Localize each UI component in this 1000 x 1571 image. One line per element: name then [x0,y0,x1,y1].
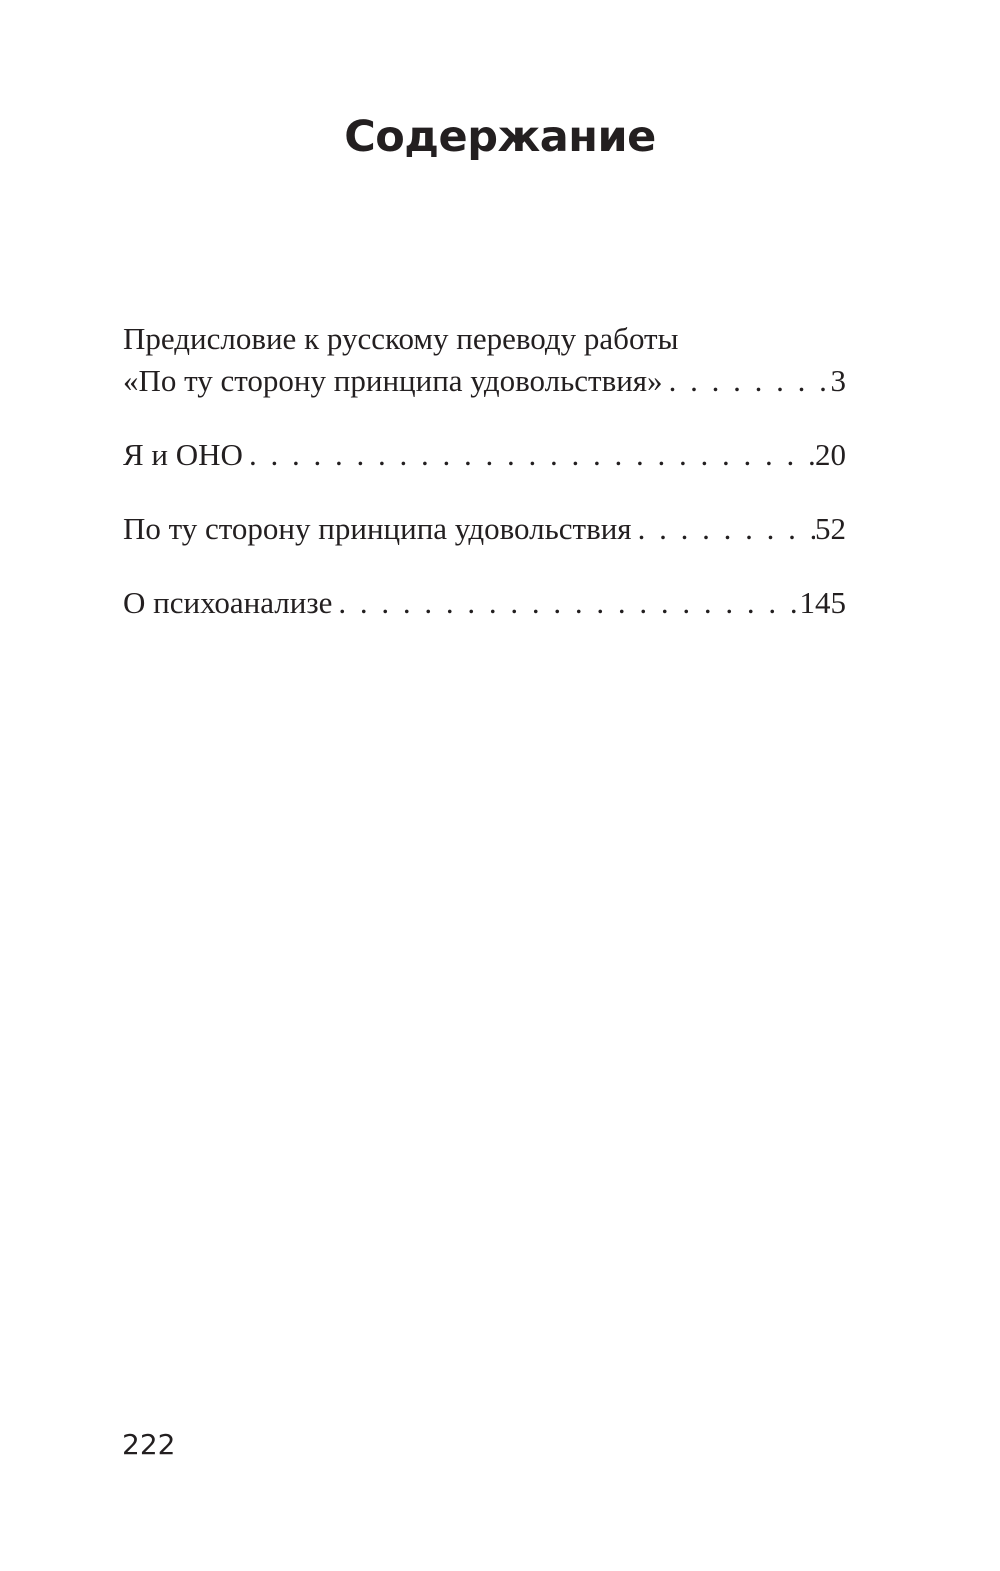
toc-entry-page: 145 [799,585,846,620]
toc-entry-page: 52 [815,511,846,546]
toc-entry-title: «По ту сторону принципа удовольствия» [123,363,663,398]
toc-entry-page: 20 [815,437,846,472]
toc-entry-line [123,434,846,476]
toc-entry-line [123,582,846,624]
toc-entry-line [123,508,846,550]
toc-entry-preface[interactable] [123,318,846,402]
page-title: Содержание [344,112,656,162]
toc-entry-page: 3 [830,363,846,398]
toc-entry-title: По ту сторону принципа удовольствия [123,511,632,546]
toc-entry-title: Я и ОНО [123,437,243,472]
toc-dot-leader [663,360,831,402]
toc-entry-ego-and-id[interactable] [123,434,846,476]
toc-entry-on-psychoanalysis[interactable] [123,582,846,624]
page-number: 222 [122,1428,176,1461]
toc-entry-preface-line-1 [123,318,846,360]
toc-dot-leader [332,582,799,624]
table-of-contents [123,318,846,656]
toc-dot-leader [243,434,815,476]
toc-entry-title: Предисловие к русскому переводу работы [123,321,679,356]
toc-entry-title: О психоанализе [123,585,333,620]
toc-entry-beyond-pleasure-principle[interactable] [123,508,846,550]
toc-dot-leader [632,508,815,550]
toc-entry-preface-line-2 [123,360,846,402]
